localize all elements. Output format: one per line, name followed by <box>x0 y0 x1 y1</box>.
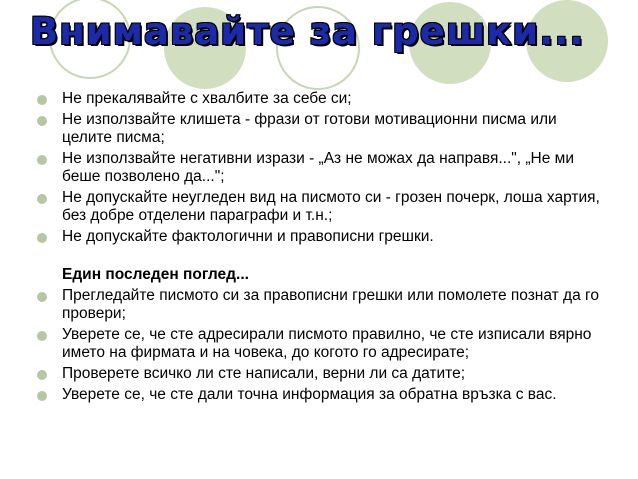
list-item-text: Уверете се, че сте дали точна информация за обратна връзка с вас. <box>62 386 557 403</box>
circle-bullet-icon <box>36 369 48 381</box>
list-item <box>36 287 606 323</box>
slide-content <box>36 90 606 407</box>
list-item <box>36 326 606 362</box>
list-item <box>36 365 606 383</box>
list-item-text: Прегледайте писмото си за правописни грешки или помолете познат да го провери; <box>62 287 599 322</box>
list-item <box>36 228 606 246</box>
list-item-text: Уверете се, че сте адресирали писмото правилно, че сте изписали вярно името на фирмата и на човека, до когото го адресирате; <box>62 326 592 361</box>
mistakes-list <box>36 90 606 246</box>
circle-bullet-icon <box>36 390 48 402</box>
list-item-text: Не използвайте негативни изрази - „Аз не можах да направя...", „Не ми беше позволено да..."; <box>62 150 574 185</box>
list-item <box>36 150 606 186</box>
list-item <box>36 189 606 225</box>
subheading: Един последен поглед... <box>62 266 249 283</box>
circle-bullet-icon <box>36 232 48 244</box>
circle-bullet-icon <box>36 115 48 127</box>
circle-bullet-icon <box>36 154 48 166</box>
list-item <box>36 90 606 108</box>
slide-title: Внимавайте за грешки... <box>30 10 585 53</box>
circle-bullet-icon <box>36 330 48 342</box>
list-item <box>36 111 606 147</box>
list-item-text: Не използвайте клишета - фрази от готови мотивационни писма или целите писма; <box>62 111 557 146</box>
list-item-text: Не допускайте неугледен вид на писмото си - грозен почерк, лоша хартия, без добре отделени параграфи и т.н.; <box>62 189 600 224</box>
circle-bullet-icon <box>36 291 48 303</box>
list-item-text: Не допускайте фактологични и правописни грешки. <box>62 228 434 245</box>
final-check-list <box>36 287 606 404</box>
list-item-text: Не прекалявайте с хвалбите за себе си; <box>62 90 352 107</box>
list-item <box>36 386 606 404</box>
circle-bullet-icon <box>36 193 48 205</box>
list-item-text: Проверете всичко ли сте написали, верни ли са датите; <box>62 365 466 382</box>
circle-bullet-icon <box>36 94 48 106</box>
